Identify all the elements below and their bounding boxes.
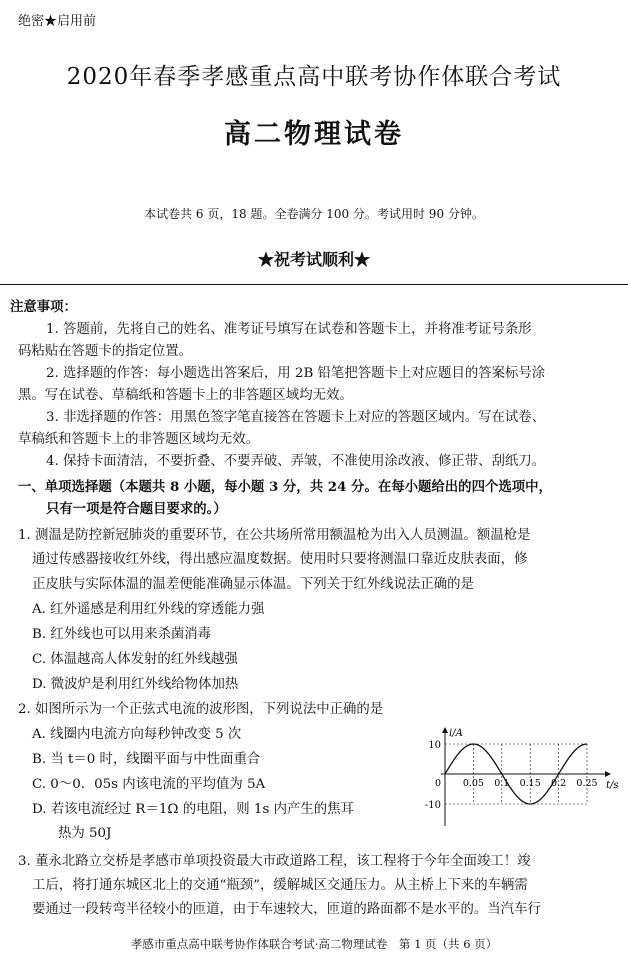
question-3-stem: 3. 董永北路立交桥是孝感市单项投资最大市政道路工程，该工程将于今年全面竣工！竣	[18, 854, 531, 869]
question-1-option-c: C. 体温越高人体发射的红外线越强	[32, 652, 238, 667]
section-heading: 一、单项选择题（本题共 8 小题，每小题 3 分，共 24 分。在每小题给出的四个选项中，	[18, 479, 552, 495]
x-tick-label: 0	[434, 778, 441, 789]
header-divider	[0, 284, 628, 285]
question-2-stem: 2. 如图所示为一个正弦式电流的波形图，下列说法中正确的是	[18, 702, 384, 717]
question-3-stem: 工后，将打通东城区北上的交通“瓶颈”，缓解城区交通压力。从主桥上下来的车辆需	[32, 878, 528, 893]
x-axis-label: t/s	[606, 780, 619, 791]
x-tick-label: 0.2	[551, 778, 567, 789]
x-tick-label: 0.25	[576, 778, 598, 789]
notes-heading: 注意事项：	[10, 299, 77, 315]
question-2-option-c: C. 0～0．05s 内该电流的平均值为 5A	[32, 777, 266, 792]
page-footer: 孝感市重点高中联考协作体联合考试·高二物理试卷 第 1 页（共 6 页）	[130, 937, 498, 951]
y-tick-label: -10	[424, 800, 441, 811]
note-line: 2. 选择题的作答：每小题选出答案后，用 2B 铅笔把答题卡上对应题目的答案标号涂	[46, 366, 546, 381]
question-1-stem: 1. 测温是防控新冠肺炎的重要环节，在公共场所常用额温枪为出入人员测温。额温枪是	[18, 528, 531, 543]
exam-title: 2020年春季孝感重点高中联考协作体联合考试	[66, 64, 562, 90]
note-line: 黑。写在试卷、草稿纸和答题卡上的非答题区域均无效。	[18, 388, 353, 403]
good-luck-banner: ★祝考试顺利★	[257, 250, 370, 269]
x-tick-label: 0.05	[462, 778, 484, 789]
question-1-option-b: B. 红外线也可以用来杀菌消毒	[32, 627, 212, 642]
section-heading-cont: 只有一项是符合题目要求的。）	[46, 501, 227, 517]
note-line: 4. 保持卡面清洁，不要折叠、不要弄破、弄皱，不准使用涂改液、修正带、刮纸刀。	[46, 454, 546, 469]
question-1-stem: 通过传感器接收红外线，得出感应温度数据。使用时只要将测温口靠近皮肤表面，修	[32, 552, 528, 567]
note-line: 1. 答题前，先将自己的姓名、准考证号填写在试卷和答题卡上，并将准考证号条形	[46, 322, 532, 337]
question-2-option-d-cont: 热为 50J	[58, 826, 112, 841]
note-line: 3. 非选择题的作答：用黑色签字笔直接答在答题卡上对应的答题区域内。写在试卷、	[46, 410, 546, 425]
question-1-option-d: D. 微波炉是利用红外线给物体加热	[32, 677, 239, 692]
question-1-stem: 正皮肤与实际体温的温差便能准确显示体温。下列关于红外线说法正确的是	[32, 577, 474, 592]
question-1-option-a: A. 红外遥感是利用红外线的穿透能力强	[32, 602, 265, 617]
note-line: 码粘贴在答题卡的指定位置。	[18, 344, 193, 359]
y-axis-label: i/A	[449, 728, 463, 739]
question-3-stem: 要通过一段转弯半径较小的匝道，由于车速较大，匝道的路面都不是水平的。当汽车行	[32, 902, 541, 917]
exam-info: 本试卷共 6 页，18 题。全卷满分 100 分。考试用时 90 分钟。	[144, 207, 484, 221]
x-tick-label: 0.15	[519, 778, 541, 789]
question-2-option-b: B. 当 t＝0 时，线圈平面与中性面重合	[32, 752, 261, 767]
y-tick-label: 10	[428, 740, 441, 751]
question-2-option-d: D. 若该电流经过 R＝1Ω 的电阻，则 1s 内产生的焦耳	[32, 802, 354, 817]
waveform-chart	[415, 722, 620, 830]
question-2-option-a: A. 线圈内电流方向每秒钟改变 5 次	[32, 727, 242, 742]
x-tick-label: 0.1	[494, 778, 510, 789]
secret-label: 绝密★启用前	[18, 14, 97, 29]
note-line: 草稿纸和答题卡上的非答题区域均无效。	[18, 432, 260, 447]
paper-subtitle: 高二物理试卷	[224, 119, 404, 150]
